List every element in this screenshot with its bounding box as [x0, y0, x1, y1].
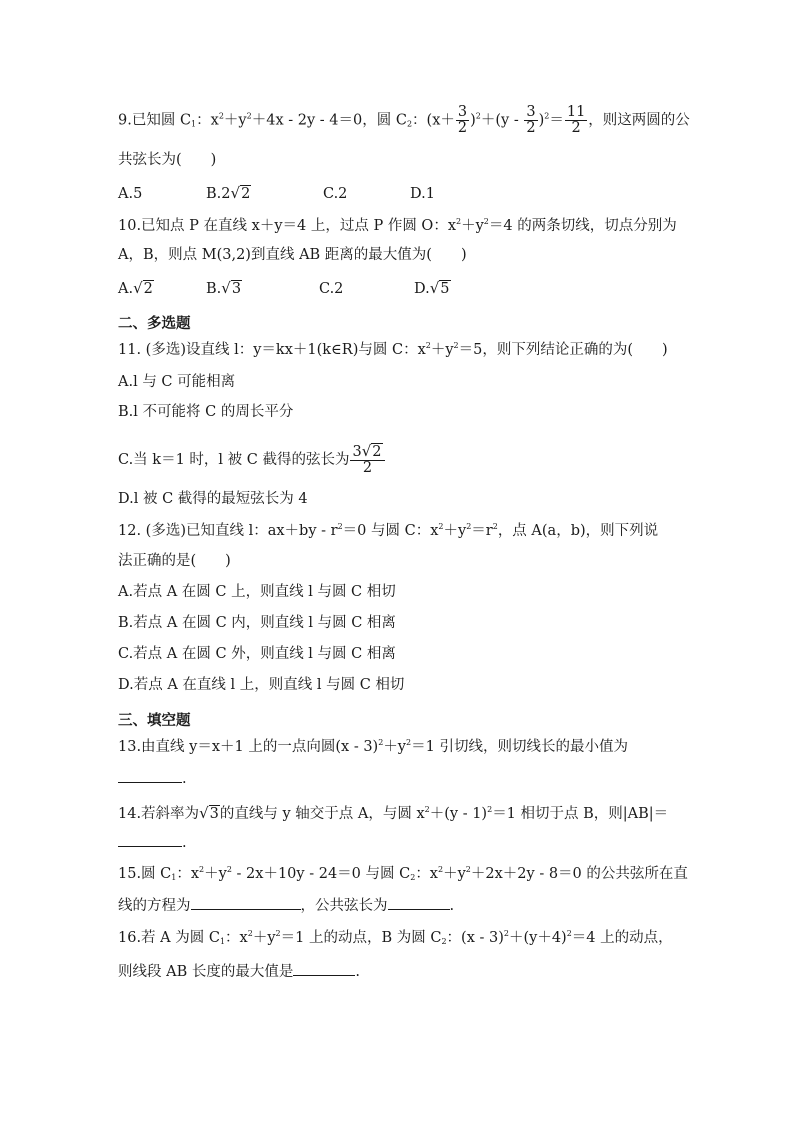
answer-blank[interactable] — [118, 768, 182, 783]
fraction: $\frac{11}{2}$ — [566, 104, 586, 136]
q10-option-c: C.2 — [319, 281, 344, 297]
q9-option-a: A.5 — [118, 186, 143, 202]
fraction: $\frac{3√2}{2}$ — [350, 444, 384, 476]
q12-line1: 12. (多选)已知直线 l：$ax+by - r^2=0$ 与圆 C：$x^2+y^2=r^2$，点 A(a，b)，则下列说 — [118, 522, 659, 539]
q16-line2: 则线段 AB 长度的最大值是 . — [118, 961, 360, 982]
section-heading-multiple-choice: 二、多选题 — [118, 316, 191, 332]
q11-option-b: B.l 不可能将 C 的周长平分 — [118, 404, 294, 420]
q11-option-a: A.l 与 C 可能相离 — [118, 374, 236, 390]
q10-options — [118, 278, 451, 299]
sqrt: √2 — [230, 184, 251, 202]
q10-option-a: A.√2 — [118, 279, 153, 297]
q9-options — [118, 183, 435, 204]
q9-option-d: D.1 — [410, 186, 435, 202]
q10-option-b: B.√3 — [206, 279, 242, 297]
q10-line2: A，B，则点 M(3,2)到直线 AB 距离的最大值为( ) — [118, 247, 467, 263]
q11-option-c: C.当 k＝1 时，l 被 C 截得的弦长为 $\frac{3√2}{2}$ — [118, 444, 386, 476]
q12-line2: 法正确的是( ) — [118, 553, 231, 569]
fraction: $\frac{3}{2}$ — [526, 104, 536, 136]
q15-line2: 线的方程为 ，公共弦长为 . — [118, 895, 454, 916]
q9-option-b: B.2√2 — [206, 184, 251, 202]
answer-blank[interactable] — [118, 832, 182, 847]
q13-line1: 13.由直线 y＝x＋1 上的一点向圆$(x - 3)^2+y^2=1$ 引切线，则切线长的最小值为 — [118, 738, 628, 755]
answer-blank[interactable] — [293, 961, 355, 976]
q10-line1: 10.已知点 P 在直线 x＋y＝4 上，过点 P 作圆 O：$x^2+y^2=4$ 的两条切线，切点分别为 — [118, 217, 677, 234]
q9-line1: 9.已知圆 $C_1$：$x^2+y^2+4x - 2y - 4=0$，圆 $C_2$：(x＋ $\frac{3}{2}$ )$^2$＋(y - $\frac{3}{2}$ )$^2$＝ $\frac{11}{2}$ ，则这两圆的公 — [118, 104, 690, 136]
sqrt: √3 — [221, 279, 242, 297]
sqrt: √5 — [429, 279, 450, 297]
q16-line1: 16.若 A 为圆 $C_1$：$x^2+y^2=1$ 上的动点，B 为圆 $C_2$：$(x - 3)^2+(y+4)^2=4$ 上的动点， — [118, 929, 673, 946]
q10-option-d: D.√5 — [414, 279, 450, 297]
q12-option-b: B.若点 A 在圆 C 内，则直线 l 与圆 C 相离 — [118, 615, 396, 631]
q12-option-d: D.若点 A 在直线 l 上，则直线 l 与圆 C 相切 — [118, 677, 405, 693]
section-heading-fill-in: 三、填空题 — [118, 713, 191, 729]
sqrt: √2 — [361, 442, 382, 460]
q13-line2: . — [118, 768, 187, 789]
q9-option-c: C.2 — [323, 186, 348, 202]
answer-blank[interactable] — [388, 895, 450, 910]
q11-option-d: D.l 被 C 截得的最短弦长为 4 — [118, 491, 308, 507]
q12-option-a: A.若点 A 在圆 C 上，则直线 l 与圆 C 相切 — [118, 584, 396, 600]
answer-blank[interactable] — [191, 895, 301, 910]
q15-line1: 15.圆 $C_1$：$x^2+y^2 - 2x+10y - 24=0$ 与圆 $C_2$：$x^2+y^2+2x+2y - 8=0$ 的公共弦所在直 — [118, 865, 688, 882]
q11-line1: 11. (多选)设直线 l：y＝kx＋1(k∈R)与圆 C：$x^2+y^2=5$，则下列结论正确的为( ) — [118, 341, 668, 358]
sqrt: √2 — [133, 279, 153, 297]
sqrt: √3 — [199, 804, 219, 822]
q14-line1: 14.若斜率为√3的直线与 y 轴交于点 A，与圆 $x^2+(y - 1)^2=1$ 相切于点 B，则|AB|＝ — [118, 804, 669, 822]
q9-line2: 共弦长为( ) — [118, 152, 217, 168]
q12-option-c: C.若点 A 在圆 C 外，则直线 l 与圆 C 相离 — [118, 646, 396, 662]
fraction: $\frac{3}{2}$ — [457, 104, 468, 136]
q14-line2: . — [118, 832, 187, 853]
